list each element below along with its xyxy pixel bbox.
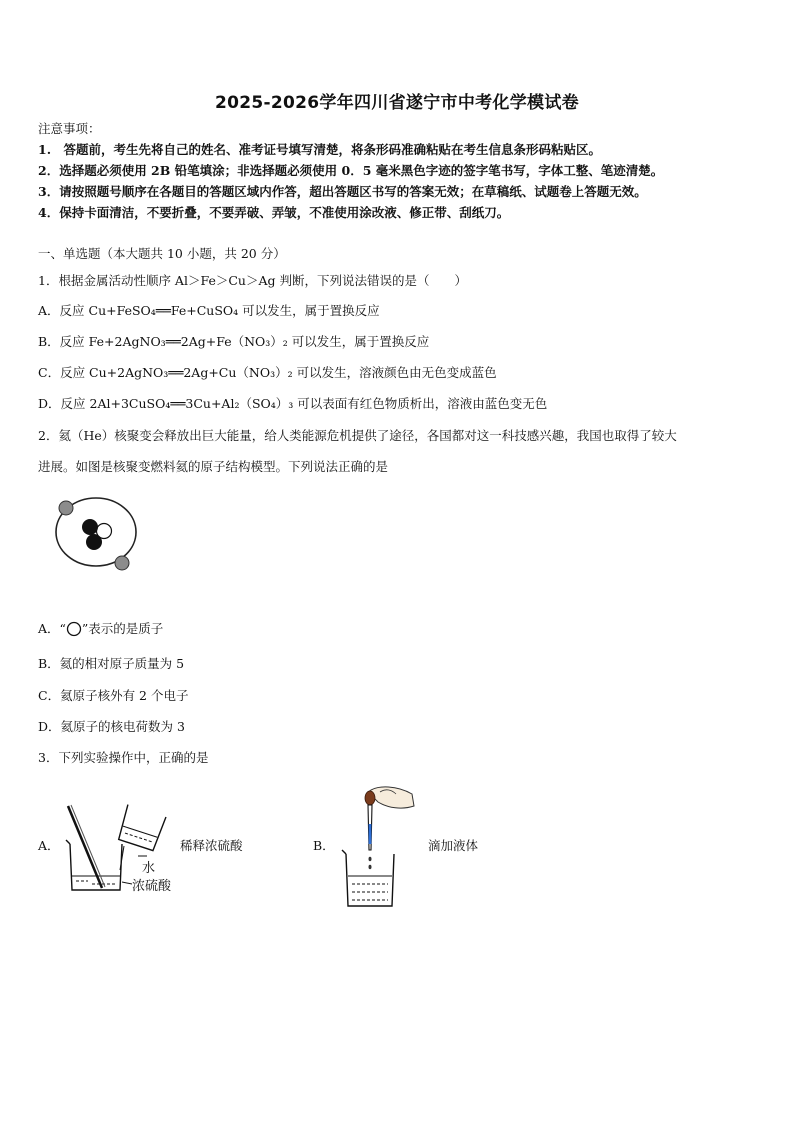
q3-option-b-letter: B． — [313, 838, 335, 853]
q2-option-c: C．氦原子核外有 2 个电子 — [38, 688, 189, 703]
q1-option-a: A．反应 Cu+FeSO₄══Fe+CuSO₄ 可以发生，属于置换反应 — [38, 303, 380, 318]
q3-stem: 3．下列实验操作中，正确的是 — [38, 750, 209, 765]
notice-item-2: 2．选择题必须使用 2B 铅笔填涂；非选择题必须使用 0．5 毫米黑色字迹的签字笔书写，字体工整、笔迹清楚。 — [38, 163, 664, 178]
q2-option-d: D．氦原子的核电荷数为 3 — [38, 719, 185, 734]
notice-item-4: 4．保持卡面清洁，不要折叠，不要弄破、弄皱，不准使用涂改液、修正带、刮纸刀。 — [38, 205, 510, 220]
open-circle-icon — [66, 621, 82, 637]
notice-heading: 注意事项： — [38, 121, 101, 136]
page-title: 2025-2026学年四川省遂宁市中考化学模试卷 — [215, 93, 579, 113]
q2-option-a — [38, 621, 163, 637]
q3-option-b-caption: 滴加液体 — [428, 838, 479, 853]
q2-stem-line2: 进展。如图是核聚变燃料氦的原子结构模型。下列说法正确的是 — [38, 459, 389, 474]
section-heading: 一、单选题（本大题共 10 小题，共 20 分） — [38, 246, 286, 261]
q1-stem: 1．根据金属活动性顺序 Al＞Fe＞Cu＞Ag 判断，下列说法错误的是（ ） — [38, 273, 467, 288]
q1-option-c: C．反应 Cu+2AgNO₃══2Ag+Cu（NO₃）₂ 可以发生，溶液颜色由无色变成蓝色 — [38, 365, 497, 380]
notice-item-3: 3．请按照题号顺序在各题目的答题区域内作答，超出答题区书写的答案无效；在草稿纸、试题卷上答题无效。 — [38, 184, 647, 199]
q3-option-a-caption: 稀释浓硫酸 — [180, 838, 243, 853]
q1-option-d: D．反应 2Al+3CuSO₄══3Cu+Al₂（SO₄）₃ 可以表面有红色物质析出，溶液由蓝色变无色 — [38, 396, 548, 411]
q2-stem-line1: 2．氦（He）核聚变会释放出巨大能量，给人类能源危机提供了途径，各国都对这一科技感兴趣，我国也取得了较大 — [38, 428, 677, 443]
water-label: 水 — [142, 861, 156, 876]
dropper-figure — [340, 780, 420, 912]
q2-option-a-prefix: A．“ — [38, 621, 66, 636]
q2-option-b: B．氦的相对原子质量为 5 — [38, 656, 185, 671]
notice-item-1: 1. 答题前，考生先将自己的姓名、准考证号填写清楚，将条形码准确粘贴在考生信息条形码粘贴区。 — [38, 142, 602, 157]
q2-option-a-suffix: ”表示的是质子 — [81, 621, 164, 636]
dilute-sulfuric-acid-figure — [62, 800, 186, 900]
q3-option-a-letter: A． — [38, 838, 60, 853]
acid-label: 浓硫酸 — [132, 879, 172, 894]
q1-option-b: B．反应 Fe+2AgNO₃══2Ag+Fe（NO₃）₂ 可以发生，属于置换反应 — [38, 334, 430, 349]
helium-atom-model — [48, 495, 144, 575]
